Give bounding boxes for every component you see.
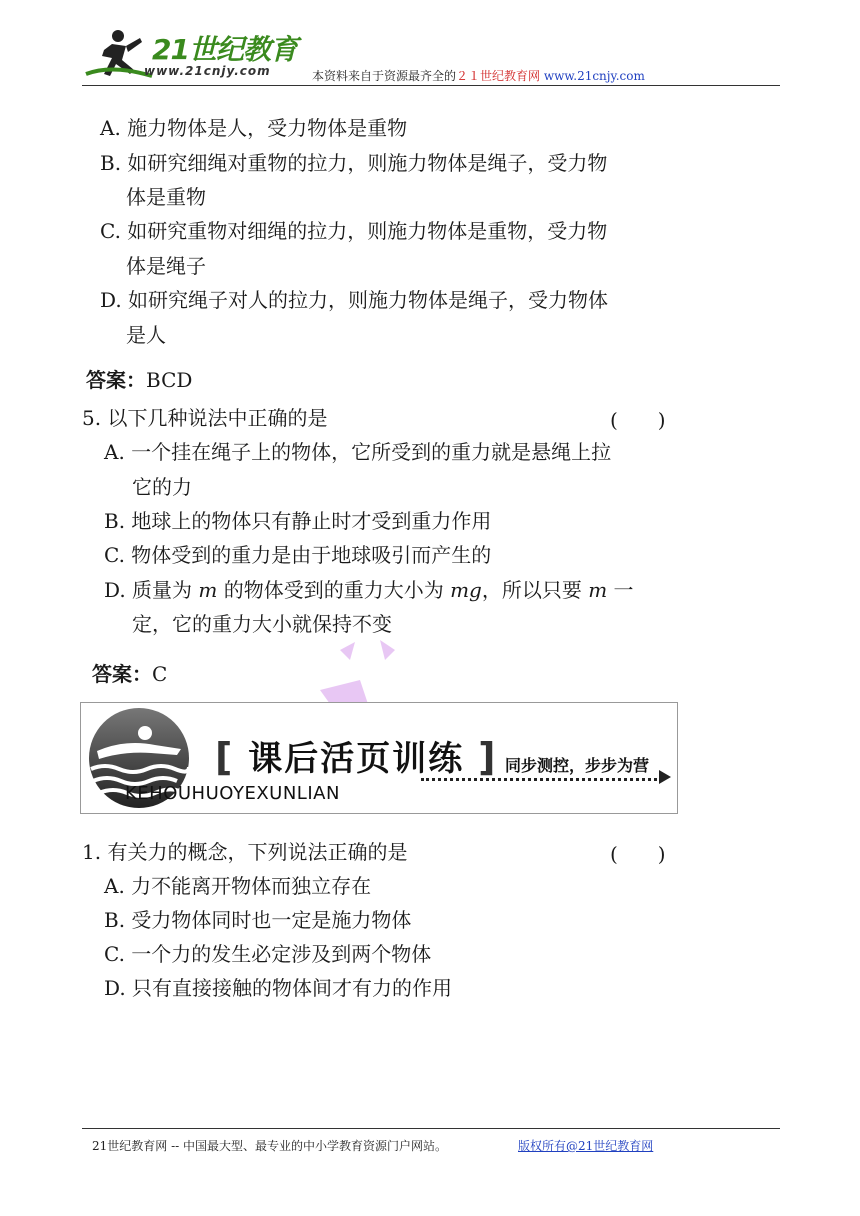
logo-text: 21世纪教育	[152, 33, 297, 66]
footer-text: 21世纪教育网 -- 中国最大型、最专业的中小学教育资源门户网站。	[92, 1139, 448, 1153]
q5-option-d-text4: 一	[607, 578, 634, 602]
footer-divider	[82, 1128, 780, 1129]
footer-copyright-link[interactable]: 版权所有@21世纪教育网	[518, 1139, 654, 1153]
section-banner	[80, 702, 678, 814]
q5-option-d-text3: ，所以只要	[481, 578, 589, 602]
banner-pinyin: KEHOUHUOYEXUNLIAN	[125, 783, 340, 804]
arrow-right-icon	[659, 770, 671, 784]
q1-option-d: D. 只有直接接触的物体间才有力的作用	[104, 976, 453, 1000]
banner-title-text: 课后活页训练	[248, 739, 465, 779]
q5-option-d-text2: 的物体受到的重力大小为	[217, 578, 451, 602]
q5-stem: 5. 以下几种说法中正确的是	[82, 406, 328, 430]
header-note-prefix: 本资料来自于资源最齐全的	[312, 69, 457, 83]
q4-option-d-cont: 是人	[126, 323, 166, 347]
q4-answer-value: BCD	[146, 368, 193, 392]
q4-option-b: B. 如研究细绳对重物的拉力，则施力物体是绳子，受力物	[100, 151, 608, 175]
q5-option-a: A. 一个挂在绳子上的物体，它所受到的重力就是悬绳上拉	[104, 440, 612, 464]
q5-var-m: m	[198, 578, 218, 602]
header-divider	[82, 85, 780, 86]
q4-option-b-cont: 体是重物	[126, 185, 206, 209]
q1-option-c: C. 一个力的发生必定涉及到两个物体	[104, 942, 432, 966]
q1-stem: 1. 有关力的概念，下列说法正确的是	[82, 840, 408, 864]
q5-option-d	[104, 576, 634, 604]
q5-var-m2: m	[588, 578, 608, 602]
q5-answer	[92, 660, 167, 688]
q5-answer-value: C	[152, 662, 168, 686]
header-url-link[interactable]: www.21cnjy.com	[543, 69, 645, 83]
banner-subtitle: 同步测控，步步为营	[505, 756, 650, 775]
logo-url: www.21cnjy.com	[144, 64, 271, 78]
q4-answer-label: 答案：	[86, 368, 146, 392]
q4-option-d: D. 如研究绳子对人的拉力，则施力物体是绳子，受力物体	[100, 288, 609, 312]
q1-option-a: A. 力不能离开物体而独立存在	[104, 874, 372, 898]
bracket-right-icon: ]	[478, 735, 498, 779]
q5-option-b: B. 地球上的物体只有静止时才受到重力作用	[104, 509, 492, 533]
q4-option-c-cont: 体是绳子	[126, 254, 206, 278]
bracket-left-icon: [	[215, 735, 235, 779]
q1-option-b: B. 受力物体同时也一定是施力物体	[104, 908, 412, 932]
banner-dotted-line	[421, 778, 663, 781]
q4-option-c: C. 如研究重物对细绳的拉力，则施力物体是重物，受力物	[100, 219, 608, 243]
header-note	[312, 67, 645, 84]
banner-title	[215, 731, 497, 780]
q5-answer-blank: ( )	[610, 408, 666, 432]
q5-option-a-cont: 它的力	[132, 475, 192, 499]
site-logo	[82, 20, 312, 86]
header-site-link[interactable]: ２１世纪教育网	[456, 69, 541, 83]
q4-answer	[86, 366, 192, 394]
q5-option-d-cont: 定，它的重力大小就保持不变	[132, 612, 392, 636]
q4-option-a: A. 施力物体是人，受力物体是重物	[100, 116, 408, 140]
q1-answer-blank: ( )	[610, 842, 666, 866]
q5-option-c: C. 物体受到的重力是由于地球吸引而产生的	[104, 543, 492, 567]
q5-option-d-text1: D. 质量为	[104, 578, 199, 602]
q5-var-mg: mg	[450, 578, 482, 602]
q5-answer-label: 答案：	[92, 662, 152, 686]
